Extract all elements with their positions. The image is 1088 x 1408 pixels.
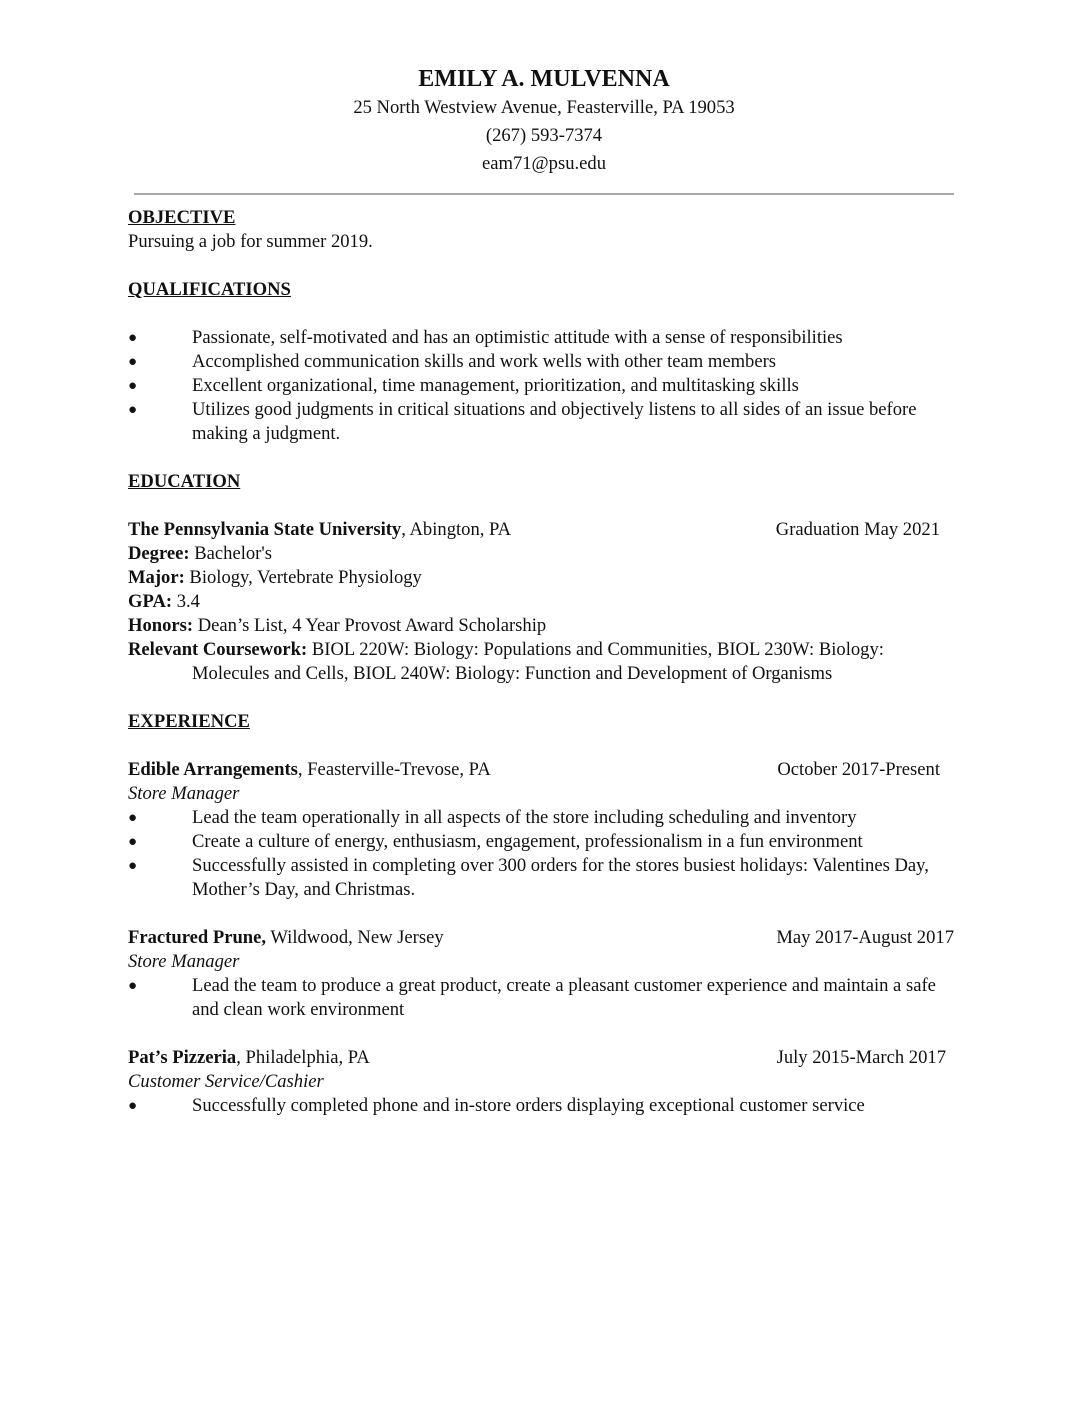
job-entry: [128, 926, 954, 1022]
job-header: [128, 926, 954, 950]
applicant-name: EMILY A. MULVENNA: [418, 66, 670, 92]
email: eam71@psu.edu: [481, 153, 606, 174]
job-dates: October 2017-Present: [777, 759, 940, 780]
job-title: Store Manager: [128, 951, 240, 972]
bullet-icon: ●: [128, 1098, 138, 1114]
coursework-line: Relevant Coursework: BIOL 220W: Biology: Populations and Communities, BIOL 230W: Biology:: [128, 639, 884, 660]
employer-location: Wildwood, New Jersey: [266, 927, 444, 948]
address: 25 North Westview Avenue, Feasterville, PA 19053: [353, 97, 735, 118]
job-title: Store Manager: [128, 783, 240, 804]
bullet-icon: ●: [128, 402, 138, 418]
employer-location: , Philadelphia, PA: [236, 1047, 370, 1068]
list-item: ● Lead the team to produce a great product, create a pleasant customer experience and maintain a safe and clean work environment: [128, 975, 936, 1020]
qualifications-section: [128, 278, 954, 446]
list-item: ● Successfully assisted in completing over 300 orders for the stores busiest holidays: Valentines Day, Mother’s Day, and Christmas.: [128, 855, 929, 900]
experience-heading: EXPERIENCE: [128, 711, 250, 732]
list-item: ● Create a culture of energy, enthusiasm, engagement, professionalism in a fun environment: [128, 831, 863, 852]
experience-section: [128, 710, 954, 1118]
list-item: ● Excellent organizational, time management, prioritization, and multitasking skills: [128, 375, 799, 396]
degree-line: Degree: Bachelor's: [128, 543, 272, 564]
school-location: , Abington, PA: [401, 519, 512, 540]
bullet-icon: ●: [128, 378, 138, 394]
job-duties: [128, 974, 954, 1022]
job-title: Customer Service/Cashier: [128, 1071, 324, 1092]
job-header: [128, 1046, 954, 1070]
graduation-date: Graduation May 2021: [775, 519, 940, 540]
resume-header: [0, 64, 1088, 178]
list-item: ● Utilizes good judgments in critical situations and objectively listens to all sides of an issue before making a judgment.: [128, 399, 917, 444]
school-name: The Pennsylvania State University: [128, 519, 402, 540]
gpa-line: GPA: 3.4: [128, 591, 200, 612]
honors-line: Honors: Dean’s List, 4 Year Provost Award Scholarship: [128, 615, 547, 636]
bullet-icon: ●: [128, 858, 138, 874]
job-dates: July 2015-March 2017: [776, 1047, 946, 1068]
job-entry: [128, 1046, 954, 1118]
list-item: ● Accomplished communication skills and work wells with other team members: [128, 351, 777, 372]
qualifications-list: [128, 326, 954, 446]
education-entry-header: [128, 518, 954, 542]
bullet-icon: ●: [128, 834, 138, 850]
coursework-line-continued: Molecules and Cells, BIOL 240W: Biology: Function and Development of Organisms: [192, 663, 833, 684]
bullet-icon: ●: [128, 330, 138, 346]
employer-name: Pat’s Pizzeria: [128, 1047, 237, 1068]
employer-location: , Feasterville-Trevose, PA: [297, 759, 491, 780]
list-item: ● Lead the team operationally in all aspects of the store including scheduling and inventory: [128, 807, 857, 828]
education-heading: EDUCATION: [128, 471, 241, 492]
bullet-icon: ●: [128, 354, 138, 370]
objective-section: [128, 206, 954, 254]
objective-heading: OBJECTIVE: [128, 207, 236, 228]
education-section: [128, 470, 954, 686]
job-header: [128, 758, 954, 782]
objective-text: Pursuing a job for summer 2019.: [128, 231, 373, 252]
bullet-icon: ●: [128, 978, 138, 994]
job-duties: [128, 1094, 954, 1118]
qualifications-heading: QUALIFICATIONS: [128, 279, 291, 300]
job-entry: [128, 758, 954, 902]
major-line: Major: Biology, Vertebrate Physiology: [128, 567, 422, 588]
employer-name: Fractured Prune,: [128, 927, 267, 948]
header-divider: [134, 193, 954, 195]
list-item: ● Successfully completed phone and in-store orders displaying exceptional customer service: [128, 1095, 865, 1116]
employer-name: Edible Arrangements: [128, 759, 298, 780]
phone: (267) 593-7374: [485, 125, 603, 146]
job-duties: [128, 806, 954, 902]
bullet-icon: ●: [128, 810, 138, 826]
job-dates: May 2017-August 2017: [776, 927, 954, 948]
list-item: ● Passionate, self-motivated and has an optimistic attitude with a sense of responsibilities: [128, 327, 843, 348]
